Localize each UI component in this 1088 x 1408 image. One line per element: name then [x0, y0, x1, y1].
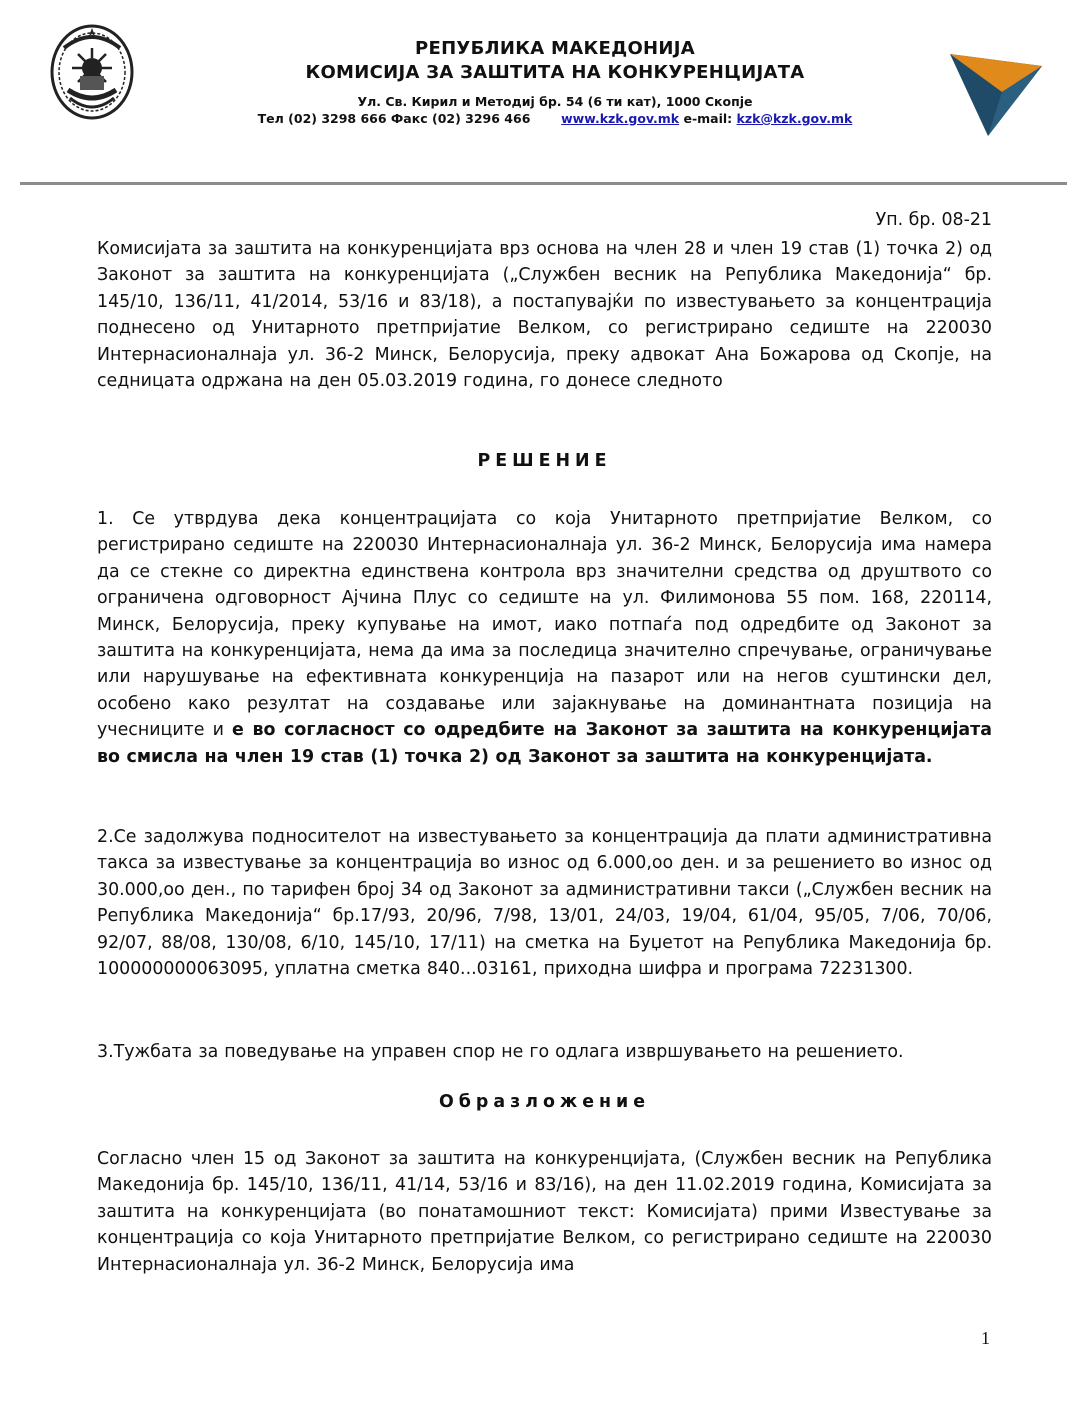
email-link[interactable]: kzk@kzk.gov.mk: [736, 111, 853, 126]
intro-paragraph: Комисијата за заштита на конкуренцијата врз основа на член 28 и член 19 став (1) точка 2) од Законот за заштита на конкуренцијата („Службен весник на Република Македонија“ бр. 145/10, 136/11, 41/2014, 53/16 и 83/18), а постапувајќи по известувањето за концентрација поднесено од Унитарното претпријатие Велком, со регистрирано седиште на 220030 Интернасионалнаја ул. 36-2 Минск, Белорусија, преку адвокат Ана Божарова од Скопје, на седницата одржана на ден 05.03.2019 година, го донесе следното: [97, 239, 992, 392]
decision-heading: РЕШЕНИЕ: [477, 451, 612, 471]
header-title-line1: РЕПУБЛИКА МАКЕДОНИЈА: [414, 38, 696, 59]
header-address: Ул. Св. Кирил и Методиј бр. 54 (6 ти кат), 1000 Скопје: [357, 94, 753, 109]
triangle-logo-icon: [948, 48, 1044, 138]
decision-item-1-bold: е во согласност со одредбите на Законот за заштита на конкуренцијата во смисла на член 19 став (1) точка 2) од Законот за заштита на конкуренцијата.: [97, 720, 992, 767]
page-number: 1: [981, 1328, 990, 1348]
email-label: e-mail:: [683, 111, 733, 126]
header-divider: [20, 182, 1067, 185]
decision-item-2: 2.Се задолжува подносителот на известувањето за концентрација да плати административна такса за известување за концентрација во износ од 6.000,оо ден. и за решението во износ од 30.000,оо ден., по тарифен број 34 од Законот за административни такси („Службен весник на Република Македонија“ бр.17/93, 20/96, 7/98, 13/01, 24/03, 19/04, 61/04, 95/05, 7/06, 70/06, 92/07, 88/08, 130/08, 6/10, 145/10, 17/11) на сметка на Буџетот на Република Македонија бр. 100000000063095, уплатна сметка 840...03161, приходна шифра и програма 72231300.: [97, 827, 992, 980]
coat-of-arms-icon: [46, 18, 138, 122]
reference-number: Уп. бр. 08-21: [875, 210, 992, 230]
reasoning-paragraph-1: Согласно член 15 од Законот за заштита на конкуренцијата, (Службен весник на Република Македонија бр. 145/10, 136/11, 41/14, 53/16 и 83/16), на ден 11.02.2019 година, Комисијата за заштита на конкуренцијата (во понатамошниот текст: Комисијата) прими Известување за концентрација со која Унитарното претпријатие Велком, со регистрирано седиште на 220030 Интернасионалнаја ул. 36-2 Минск, Белорусија има: [97, 1149, 992, 1275]
decision-item-1: [97, 506, 992, 770]
decision-item-3: 3.Тужбата за поведување на управен спор не го одлага извршувањето на решението.: [97, 1042, 904, 1062]
reasoning-heading: Образложение: [439, 1092, 650, 1112]
decision-item-1-text: 1. Се утврдува дека концентрацијата со која Унитарното претпријатие Велком, со регистрирано седиште на 220030 Интернасионалнаја ул. 36-2 Минск, Белорусија има намера да се стекне со директна единствена контрола врз значителни средства од друштвото со ограничена одговорност Ајчина Плус со седиште на ул. Филимонова 55 пом. 168, 220114, Минск, Белорусија, преку купување на имот, иако потпаѓа под одредбите од Законот за заштита на конкуренцијата, нема да има за последица значително спречување, ограничување или нарушување на ефективната конкуренција на пазарот или на негов суштински дел, особено како резултат на создавање или зајакнување на доминантната позиција на учесниците и: [97, 509, 992, 741]
website-link[interactable]: www.kzk.gov.mk: [561, 111, 680, 126]
header-title-line2: КОМИСИЈА ЗА ЗАШТИТА НА КОНКУРЕНЦИЈАТА: [305, 62, 805, 83]
header-contact-line: [200, 111, 910, 126]
header-phone-fax: Тел (02) 3298 666 Факс (02) 3296 466: [257, 111, 531, 126]
